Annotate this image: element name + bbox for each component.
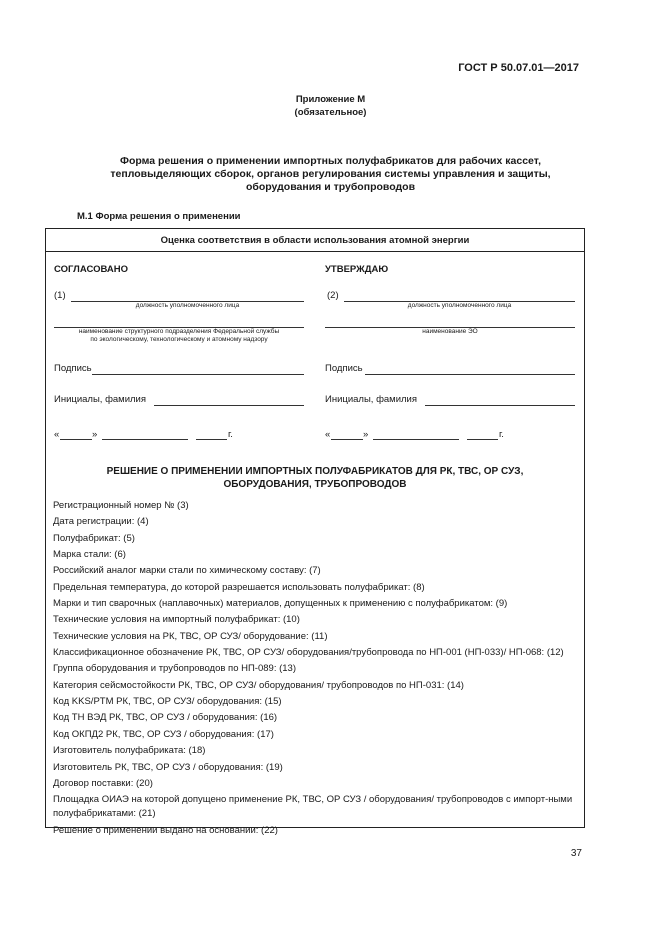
approve-heading: УТВЕРЖДАЮ — [325, 264, 389, 275]
annex-status: (обязательное) — [294, 107, 367, 118]
field-okpd2-code: Код ОКПД2 РК, ТВС, ОР СУЗ / оборудования: (17) — [53, 728, 274, 740]
right-ref: (2) — [327, 290, 339, 301]
field-seismic-category: Категория сейсмостойкости РК, ТВС, ОР СУЗ/ оборудования/ трубопроводов по НП-031: (14) — [53, 679, 464, 691]
right-signature-line[interactable] — [365, 374, 575, 375]
left-year-suffix: г. — [228, 429, 233, 440]
form-box — [45, 228, 585, 836]
field-import-specs: Технические условия на импортный полуфабрикат: (10) — [53, 614, 300, 626]
left-signature-label: Подпись — [54, 363, 92, 374]
right-date-close-quote: » — [363, 429, 369, 440]
field-russian-analog: Российский аналог марки стали по химическому составу: (7) — [53, 565, 321, 577]
form-title — [0, 155, 661, 194]
left-org-caption — [54, 328, 304, 344]
left-date-open-quote: « — [54, 429, 60, 440]
field-welding-materials: Марки и тип сварочных (наплавочных) материалов, допущенных к применению с полуфабрикатом: (9) — [53, 598, 508, 610]
left-signature-line[interactable] — [92, 374, 304, 375]
form-title-line: оборудования и трубопроводов — [245, 181, 416, 193]
caption-line: по экологическому, технологическому и атомному надзору — [90, 336, 268, 343]
right-name-line[interactable] — [425, 405, 575, 406]
decision-title-line: РЕШЕНИЕ О ПРИМЕНЕНИИ ИМПОРТНЫХ ПОЛУФАБРИКАТОВ ДЛЯ РК, ТВС, ОР СУЗ, — [106, 466, 524, 477]
annex-heading — [0, 93, 661, 119]
field-max-temperature: Предельная температура, до которой разрешается использовать полуфабрикат: (8) — [53, 581, 425, 593]
right-date-month-line[interactable] — [373, 439, 459, 440]
field-decision-basis: Решение о применении выдано на основании: (22) — [53, 824, 278, 836]
field-classification: Классификационное обозначение РК, ТВС, ОР СУЗ/ оборудования/трубопровода по НП-001 (НП-033)/ НП-068: (12) — [53, 647, 564, 659]
caption-line: наименование структурного подразделения Федеральной службы — [78, 328, 280, 335]
field-site: Площадка ОИАЭ на которой допущено применение РК, ТВС, ОР СУЗ / оборудования/ трубопроводов с импорт-ными полуфабрикатами: (21) — [53, 794, 573, 820]
field-equipment-manufacturer: Изготовитель РК, ТВС, ОР СУЗ / оборудования: (19) — [53, 761, 283, 773]
field-tn-ved-code: Код ТН ВЭД РК, ТВС, ОР СУЗ / оборудования: (16) — [53, 712, 278, 724]
field-supply-contract: Договор поставки: (20) — [53, 777, 153, 789]
left-date-close-quote: » — [92, 429, 98, 440]
decision-title — [46, 465, 584, 491]
right-signature-label: Подпись — [325, 363, 363, 374]
form-title-line: тепловыделяющих сборок, органов регулирования системы управления и защиты, — [110, 168, 551, 180]
right-org-caption: наименование ЭО — [422, 328, 478, 335]
left-name-line[interactable] — [154, 405, 304, 406]
standard-number: ГОСТ Р 50.07.01—2017 — [458, 62, 579, 74]
left-ref: (1) — [54, 290, 66, 301]
approved-heading: СОГЛАСОВАНО — [54, 264, 128, 275]
divider — [46, 251, 584, 252]
field-equipment-specs: Технические условия на РК, ТВС, ОР СУЗ/ оборудование: (11) — [53, 630, 328, 642]
right-date-open-quote: « — [325, 429, 331, 440]
annex-title: Приложение М — [295, 94, 366, 105]
field-semi-product: Полуфабрикат: (5) — [53, 532, 135, 544]
field-registration-date: Дата регистрации: (4) — [53, 516, 149, 528]
form-box-title: Оценка соответствия в области использования атомной энергии — [160, 235, 470, 246]
right-name-label: Инициалы, фамилия — [325, 394, 417, 405]
field-kks-code: Код KKS/PTM РК, ТВС, ОР СУЗ/ оборудования: (15) — [53, 696, 282, 708]
left-date-year-line[interactable] — [196, 439, 227, 440]
field-equipment-group: Группа оборудования и трубопроводов по НП-089: (13) — [53, 663, 296, 675]
field-steel-grade: Марка стали: (6) — [53, 549, 126, 561]
left-date-day-line[interactable] — [60, 439, 92, 440]
field-registration-number: Регистрационный номер № (3) — [53, 500, 189, 511]
right-year-suffix: г. — [499, 429, 504, 440]
left-name-label: Инициалы, фамилия — [54, 394, 146, 405]
section-title: М.1 Форма решения о применении — [77, 211, 241, 222]
right-date-year-line[interactable] — [467, 439, 498, 440]
right-date-day-line[interactable] — [331, 439, 363, 440]
form-title-line: Форма решения о применении импортных полуфабрикатов для рабочих кассет, — [120, 155, 541, 167]
left-date-month-line[interactable] — [102, 439, 188, 440]
decision-fields — [53, 499, 579, 840]
right-position-caption: должность уполномоченного лица — [407, 302, 512, 309]
left-position-caption: должность уполномоченного лица — [135, 302, 240, 309]
decision-title-line: ОБОРУДОВАНИЯ, ТРУБОПРОВОДОВ — [223, 479, 407, 490]
page-number: 37 — [570, 848, 582, 859]
field-semi-product-manufacturer: Изготовитель полуфабриката: (18) — [53, 745, 206, 757]
